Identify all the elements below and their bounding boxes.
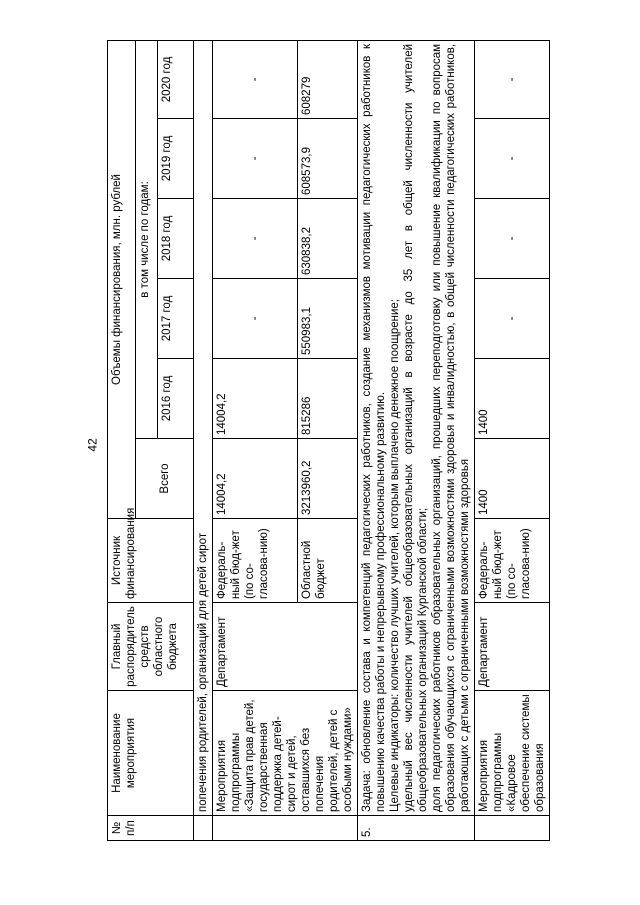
- header-by-years: в том числе по годам:: [136, 40, 158, 438]
- rotated-page: [107, 41, 546, 841]
- header-year-2017: 2017 год: [158, 279, 194, 359]
- header-year-2019: 2019 год: [158, 119, 194, 199]
- row1-obl-2020: 608279: [298, 40, 358, 118]
- row1-fed-2020: -: [213, 40, 298, 118]
- section-continuation: попечения родителей, организаций для детей сирот: [194, 40, 213, 815]
- row2-2020: -: [475, 40, 550, 118]
- row1-fed-2019: -: [213, 119, 298, 199]
- row2-num: [475, 816, 550, 841]
- header-volumes: Объемы финансирования, млн. рублей: [108, 40, 136, 518]
- row2-2016: 1400: [475, 359, 550, 439]
- header-source: Источник финансирования: [108, 519, 194, 603]
- task-line: Целевые индикаторы: количество лучших учителей, которым выплачено денежное поощрение;: [389, 299, 401, 812]
- row1-event: Мероприятия подпрограммы «Защита прав детей, государственная поддержка детей-сирот и детей, оставшихся без попечения родителей, детей с особыми нуждами»: [213, 691, 358, 816]
- task-num: 5.: [358, 816, 475, 841]
- task-line: удельный вес численности учителей общеобразовательных организаций в возрасте до 35 лет в общей численности учителей общеобразовательных организаций Курганской области;: [403, 43, 429, 812]
- row1-obl-2018: 630838,2: [298, 199, 358, 279]
- financing-table: [107, 40, 550, 841]
- row2-event: Мероприятия подпрограммы «Кадровое обеспечение системы образования: [475, 691, 550, 816]
- row1-num: [213, 816, 358, 841]
- row1-obl-2016: 815286: [298, 359, 358, 439]
- row1-fed-total: 14004,2: [213, 439, 298, 519]
- row1-fed-2016: 14004,2: [213, 359, 298, 439]
- row2-manager: Департамент: [475, 603, 550, 691]
- header-manager: Главный распорядитель средств областного бюджета: [108, 603, 194, 691]
- task-line: доля педагогических работников образовательных организаций, прошедших переподготовку или повышение квалификации по вопросам образования обучающихся с ограниченными возможностями здоровья и инвалидностью, в общей численности педагогических работников, работающих с детьми с ограниченными возможностями здоровья: [431, 43, 471, 812]
- row1-obl-source: Областной бюджет: [298, 519, 358, 603]
- row1-fed-source: Федераль-ный бюд-жет (по со-гласова-нию): [213, 519, 298, 603]
- row1-manager: Департамент: [213, 603, 358, 691]
- row2-source: Федераль-ный бюд-жет (по со-гласова-нию): [475, 519, 550, 603]
- cont-num: [194, 816, 213, 841]
- header-num: № п/п: [108, 816, 194, 841]
- task-text: [358, 40, 475, 815]
- row2-2017: -: [475, 279, 550, 359]
- header-event: Наименование мероприятия: [108, 691, 194, 816]
- row1-obl-2019: 608573,9: [298, 119, 358, 199]
- header-year-2016: 2016 год: [158, 359, 194, 439]
- row1-fed-2018: -: [213, 199, 298, 279]
- header-year-2020: 2020 год: [158, 40, 194, 118]
- header-total: Всего: [136, 439, 194, 519]
- row1-obl-2017: 550983,1: [298, 279, 358, 359]
- row2-total: 1400: [475, 439, 550, 519]
- header-year-2018: 2018 год: [158, 199, 194, 279]
- row2-2019: -: [475, 119, 550, 199]
- row2-2018: -: [475, 199, 550, 279]
- row1-fed-2017: -: [213, 279, 298, 359]
- row1-obl-total: 3213960,2: [298, 439, 358, 519]
- page-number: 42: [85, 438, 100, 452]
- task-line: Задача: обновление состава и компетенций педагогических работников, создание механизмов мотивации педагогических работников к повышению качества работы и непрерывному профессиональному развитию.: [361, 43, 387, 812]
